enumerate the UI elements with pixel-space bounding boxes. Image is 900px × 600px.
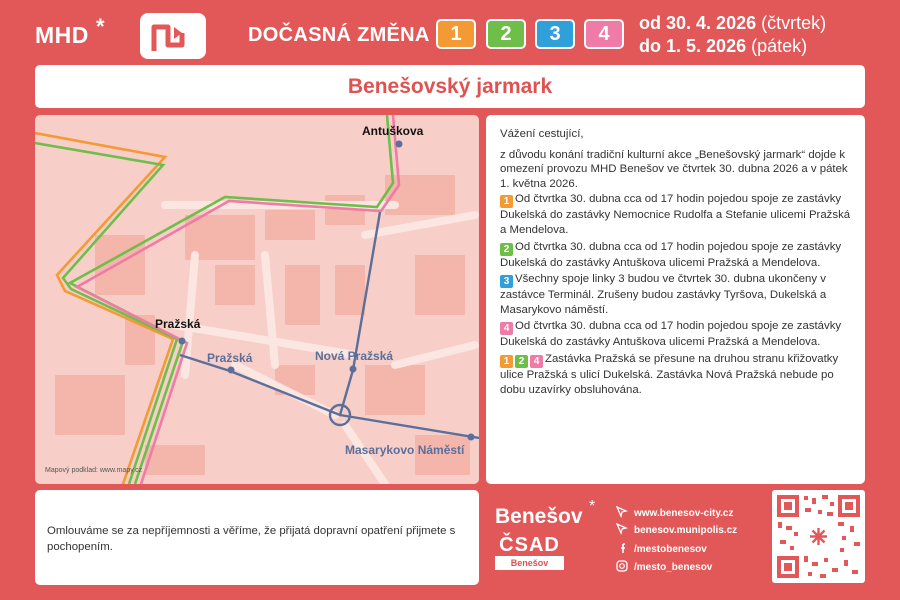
qr-code[interactable] bbox=[772, 490, 865, 583]
stop-nova-prazska-icon bbox=[350, 366, 357, 373]
label-nova-prazska: Nová Pražská bbox=[315, 349, 394, 363]
detour-icon bbox=[140, 13, 206, 59]
label-masarykovo: Masarykovo Náměstí bbox=[345, 443, 465, 457]
header bbox=[0, 0, 900, 62]
route-line-3-east bbox=[340, 415, 479, 438]
mini-badge-1: 1 bbox=[500, 195, 513, 208]
stop-antuskova-icon bbox=[396, 141, 403, 148]
stop-prazska-old-icon bbox=[228, 367, 235, 374]
label-prazska-street: Pražská bbox=[207, 351, 253, 365]
link-facebook[interactable]: /mestobenesov bbox=[616, 542, 707, 555]
facebook-icon bbox=[616, 542, 628, 554]
date-to: do 1. 5. 2026 (pátek) bbox=[639, 36, 808, 56]
mini-badge-4: 4 bbox=[500, 322, 513, 335]
stop-prazska-icon bbox=[179, 338, 186, 345]
qr-code-icon bbox=[772, 490, 865, 583]
greeting: Vážení cestující, bbox=[500, 128, 584, 140]
map-drawing bbox=[35, 115, 479, 484]
stop-masarykovo-icon bbox=[468, 434, 475, 441]
mini-badge-2: 2 bbox=[500, 243, 513, 256]
line-badge-3: 3 bbox=[535, 19, 575, 49]
date-from: od 30. 4. 2026 (čtvrtek) bbox=[639, 13, 827, 33]
label-prazska-stop: Pražská bbox=[155, 317, 201, 331]
info-item-1: 1 Od čtvrtka 30. dubna cca od 17 hodin pojedou spoje ze zastávky Dukelská do zastávky Nemocnice Rudolfa a Stefanie ulicemi Pražská a Mendelova. bbox=[500, 193, 851, 236]
benesov-star-icon: * bbox=[589, 498, 596, 515]
map-buildings bbox=[55, 175, 470, 475]
link-instagram[interactable]: /mesto_benesov bbox=[616, 560, 712, 573]
benesov-logo: Benešov bbox=[495, 505, 583, 528]
cursor-icon bbox=[616, 523, 628, 535]
mhd-star-icon: * bbox=[96, 14, 105, 39]
temporary-change-label: DOČASNÁ ZMĚNA bbox=[248, 24, 430, 46]
csad-logo: ČSAD bbox=[499, 534, 560, 556]
route-map bbox=[35, 115, 479, 484]
link-web[interactable]: www.benesov-city.cz bbox=[616, 506, 733, 519]
page-title: Benešovský jarmark bbox=[347, 75, 553, 98]
csad-subtitle: Benešov bbox=[495, 556, 564, 570]
map-credit: Mapový podklad: www.mapy.cz bbox=[45, 467, 143, 474]
cursor-icon bbox=[616, 506, 628, 518]
info-item-3: 3 Všechny spoje linky 3 budou ve čtvrtek 30. dubna ukončeny v zastávce Terminál. Zrušeny budou zastávky Tyršova, Dukelská a Masarykovo náměstí. bbox=[500, 273, 827, 316]
mini-badge-3: 3 bbox=[500, 275, 513, 288]
mhd-logo: MHD bbox=[35, 22, 89, 48]
mini-badge-2b: 2 bbox=[515, 355, 528, 368]
info-item-5: 1 2 4 Zastávka Pražská se přesune na druhou stranu křižovatky ulice Pražská s ulicí Dukelská. Zastávka Nová Pražská nebude po dobu uzavírky obsluhována. bbox=[500, 352, 839, 396]
apology-text: Omlouváme se za nepříjemnosti a věříme, že přijatá dopravní opatření přijmete s pochopením. bbox=[47, 525, 456, 553]
apology-panel bbox=[35, 490, 479, 585]
line-badge-1: 1 bbox=[436, 19, 476, 49]
info-item-2: 2 Od čtvrtka 30. dubna cca od 17 hodin pojedou spoje ze zastávky Dukelská do zastávky Antuškova ulicemi Pražská a Mendelova. bbox=[500, 240, 842, 269]
info-item-4: 4 Od čtvrtka 30. dubna cca od 17 hodin pojedou spoje ze zastávky Dukelská do zastávky Antuškova ulicemi Pražská a Mendelova. bbox=[500, 320, 842, 349]
intro-text: z důvodu konání tradiční kulturní akce „Benešovský jarmark“ dojde k omezení provozu MHD Benešov ve čtvrtek 30. dubna 2026 a v pátek 1. května 2026. bbox=[500, 148, 848, 190]
label-antuskova: Antuškova bbox=[362, 124, 424, 138]
instagram-icon bbox=[616, 560, 628, 572]
line-badge-4: 4 bbox=[584, 19, 624, 49]
mini-badge-4b: 4 bbox=[530, 355, 543, 368]
mini-badge-1b: 1 bbox=[500, 355, 513, 368]
title-panel bbox=[35, 65, 865, 108]
info-panel bbox=[486, 115, 865, 484]
line-badge-2: 2 bbox=[486, 19, 526, 49]
link-munipolis[interactable]: benesov.munipolis.cz bbox=[616, 523, 737, 536]
